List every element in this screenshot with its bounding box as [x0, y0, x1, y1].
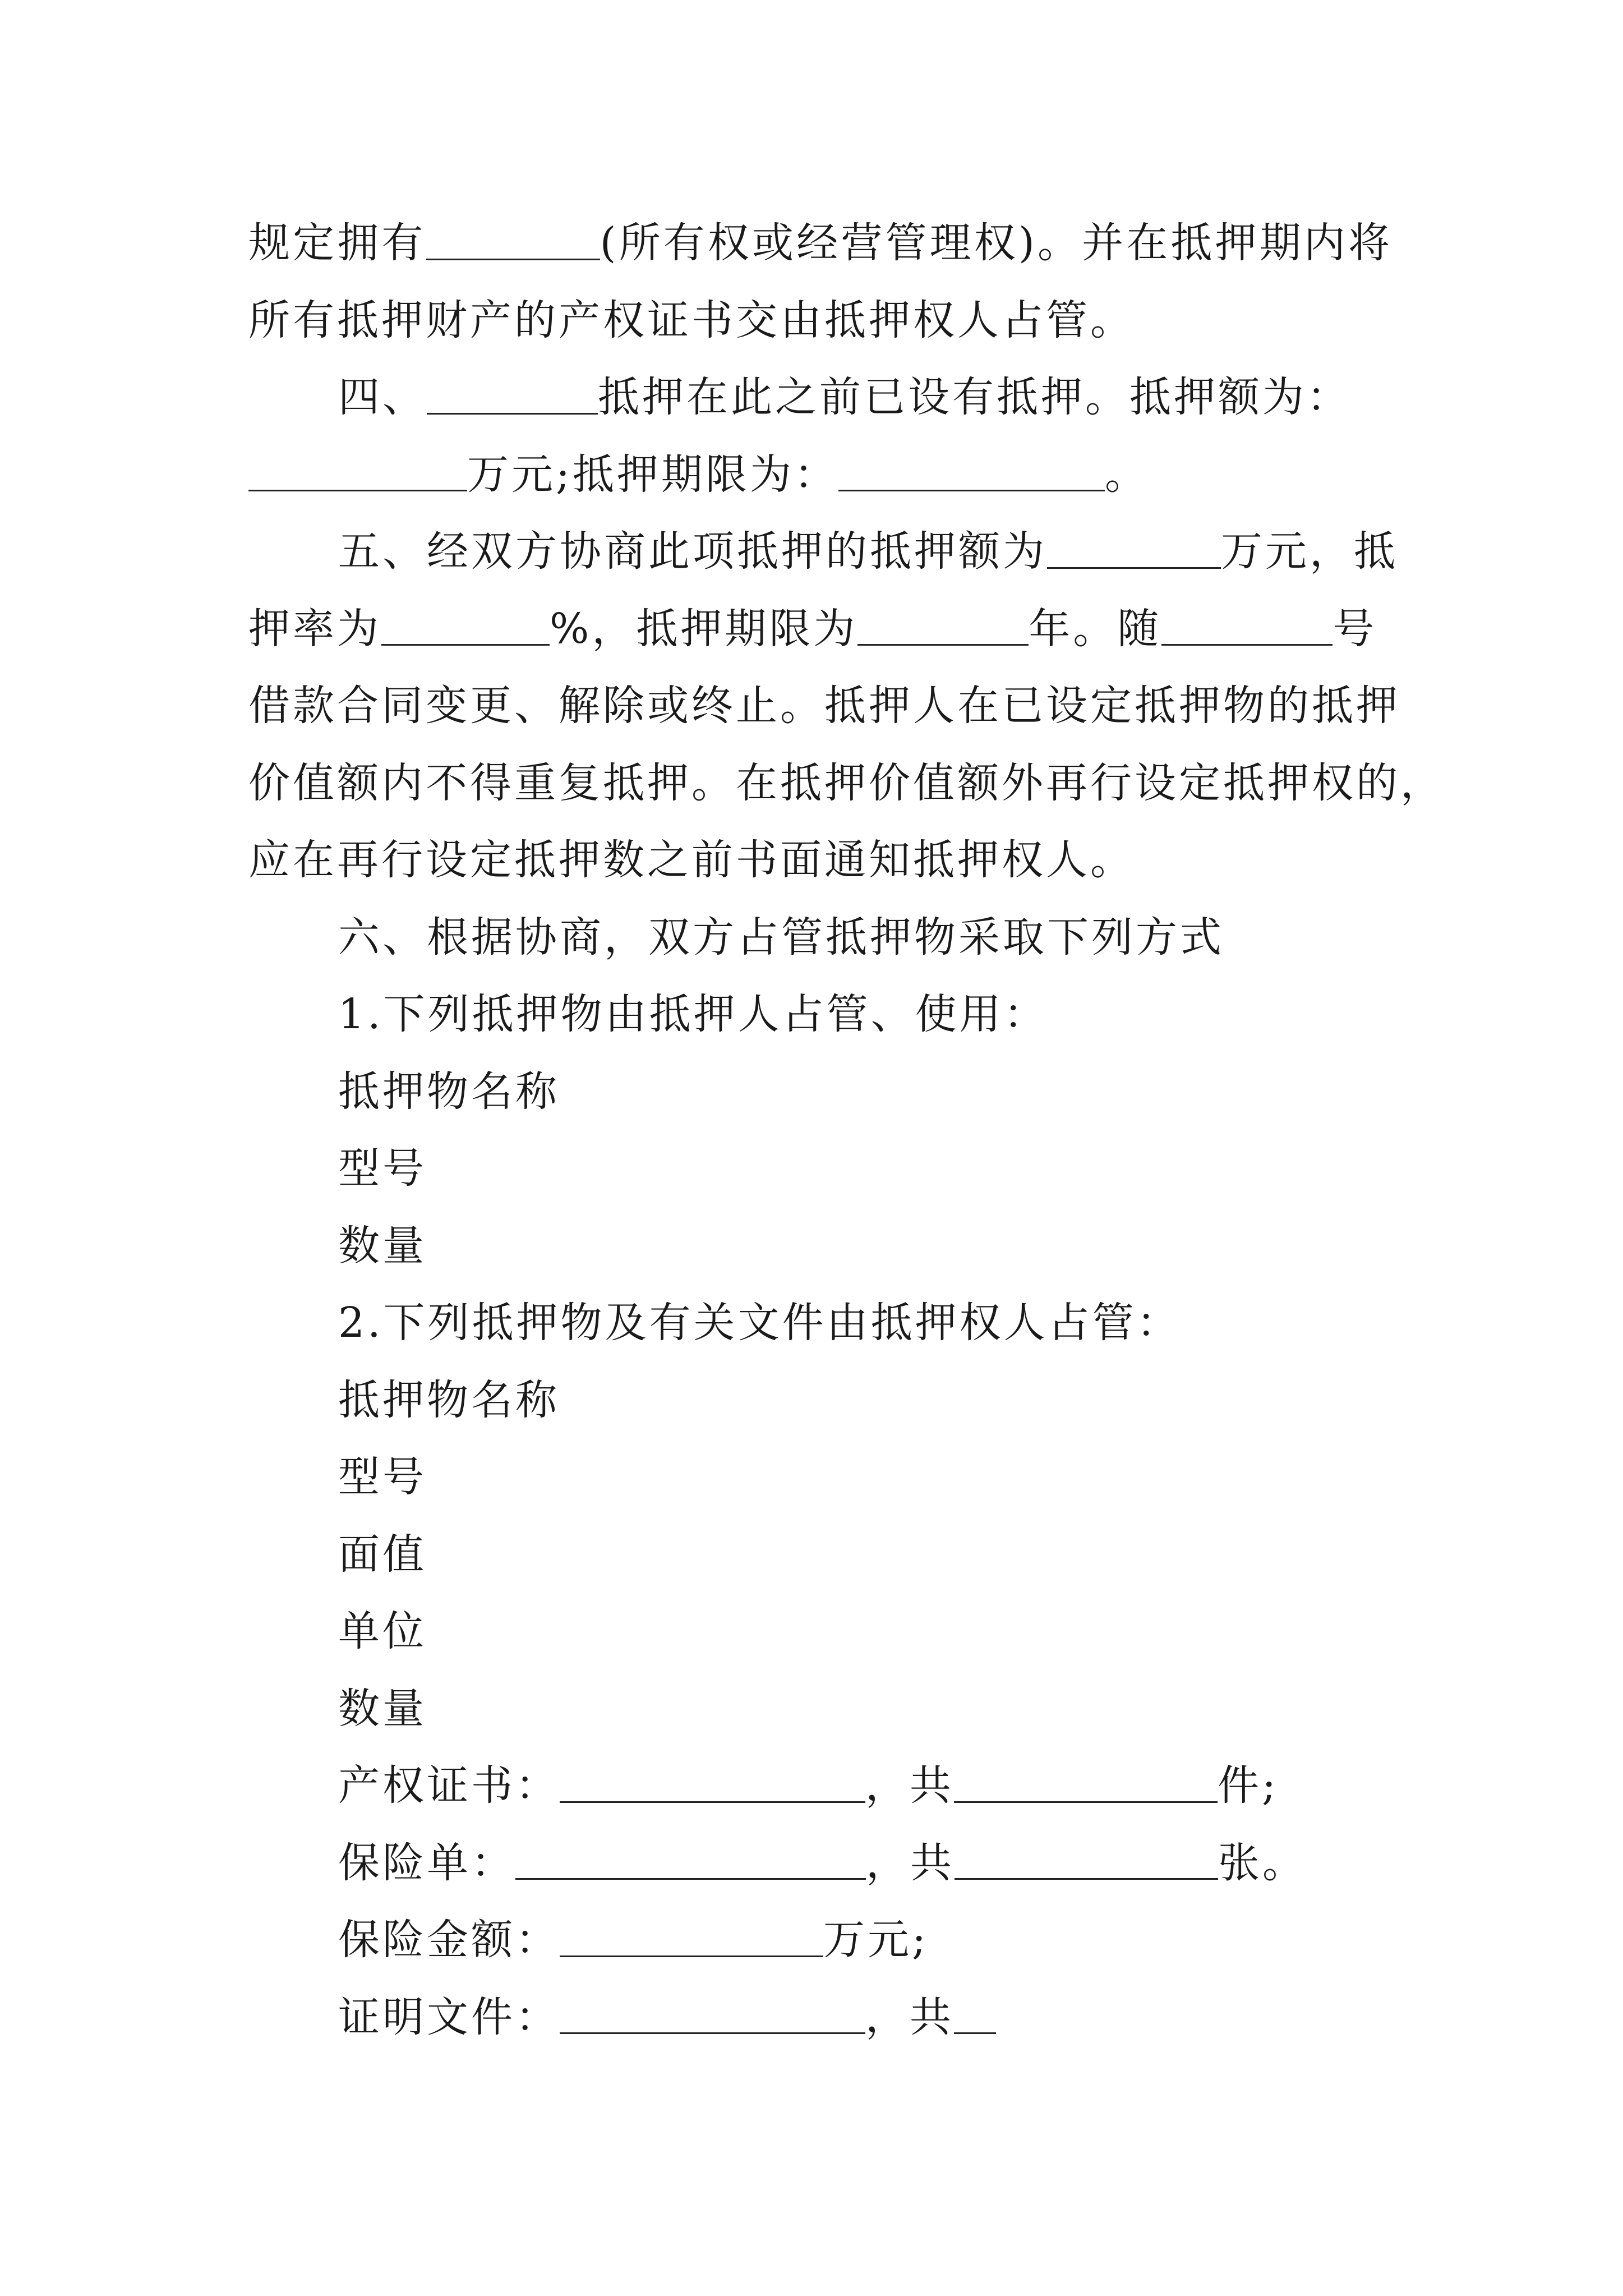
- text-segment: ，共: [865, 1761, 954, 1810]
- paragraph-ownership-line-1: [248, 205, 1393, 282]
- field-label: 保险金额：: [338, 1916, 560, 1964]
- subsection-2-heading: [248, 1285, 1393, 1362]
- text-segment: 规定拥有: [248, 219, 426, 267]
- clause-four-line-1: [248, 359, 1393, 436]
- item-label: 抵押物名称: [338, 1067, 560, 1116]
- subsection-1-item: [248, 1053, 1393, 1131]
- subsection-2-item: [248, 1362, 1393, 1439]
- text-segment: 1.下列抵押物由抵押人占管、使用：: [338, 990, 1048, 1038]
- text-segment: 号: [1332, 604, 1377, 653]
- clause-number: 四、: [338, 373, 427, 421]
- subsection-2-item: [248, 1516, 1393, 1594]
- field-insurance-policy: [248, 1825, 1393, 1902]
- text-segment: 。: [1104, 450, 1149, 499]
- text-segment: 万元，抵: [1221, 527, 1398, 576]
- text-segment: 万元;: [823, 1916, 929, 1964]
- text-segment: ，共: [866, 1838, 955, 1887]
- item-label: 数量: [338, 1684, 427, 1733]
- field-insurance-amount: [248, 1902, 1393, 1979]
- text-segment: 2.下列抵押物及有关文件由抵押权人占管：: [338, 1299, 1181, 1347]
- blank-prior-term: [838, 450, 1105, 491]
- text-segment: ，共: [865, 1993, 954, 2041]
- clause-number: 五、经双方协商此项抵押的抵押额为: [338, 527, 1047, 576]
- text-segment: 张。: [1218, 1838, 1307, 1887]
- blank-mortgage-rate: [381, 605, 550, 646]
- subsection-2-item: [248, 1671, 1393, 1748]
- blank-prior-mortgage: [427, 374, 598, 415]
- contract-body: [248, 205, 1445, 2056]
- field-label: 产权证书：: [338, 1761, 560, 1810]
- text-segment: 年。随: [1029, 604, 1162, 653]
- text-segment: 抵押在此之前已设有抵押。抵押额为：: [598, 373, 1351, 421]
- blank-ownership-type: [426, 219, 600, 260]
- subsection-2-item: [248, 1593, 1393, 1671]
- blank-insurance-count: [955, 1839, 1218, 1880]
- clause-four-line-2: [248, 436, 1393, 514]
- text-segment: 所有抵押财产的产权证书交由抵押权人占管。: [248, 296, 1135, 344]
- blank-loan-contract-number: [1161, 605, 1332, 646]
- text-segment: (所有权或经营管理权)。并在抵押期内将: [600, 219, 1393, 267]
- text-segment: 借款合同变更、解除或终止。抵押人在已设定抵押物的抵押: [248, 682, 1400, 730]
- clause-five-line-3: [248, 668, 1400, 745]
- clause-six-heading: [248, 899, 1393, 977]
- field-supporting-documents: [248, 1979, 1393, 2056]
- blank-insurance-amount: [560, 1916, 823, 1957]
- text-segment: 万元;抵押期限为：: [467, 450, 838, 499]
- blank-mortgage-years: [857, 605, 1029, 646]
- paragraph-ownership-line-2: [248, 282, 1393, 360]
- blank-prior-amount: [248, 450, 467, 491]
- blank-insurance-policy: [515, 1839, 866, 1880]
- blank-mortgage-amount: [1047, 528, 1221, 569]
- subsection-2-item: [248, 1439, 1393, 1516]
- field-label: 证明文件：: [338, 1993, 560, 2041]
- clause-five-line-1: [248, 513, 1398, 591]
- text-segment: %，抵押期限为: [550, 604, 858, 653]
- clause-five-line-2: [248, 591, 1393, 668]
- clause-five-line-5: [248, 822, 1393, 899]
- field-label: 保险单：: [338, 1838, 515, 1887]
- item-label: 型号: [338, 1453, 427, 1501]
- text-segment: 价值额内不得重复抵押。在抵押价值额外再行设定抵押权的，: [248, 758, 1445, 807]
- item-label: 抵押物名称: [338, 1375, 560, 1424]
- text-segment: 押率为: [248, 604, 381, 653]
- text-segment: 应在再行设定抵押数之前书面通知抵押权人。: [248, 836, 1135, 884]
- clause-five-line-4: [248, 745, 1445, 822]
- subsection-1-item: [248, 1208, 1393, 1285]
- item-label: 型号: [338, 1144, 427, 1193]
- text-segment: 件;: [1218, 1761, 1279, 1810]
- subsection-1-item: [248, 1130, 1393, 1208]
- blank-documents-count: [954, 1993, 996, 2034]
- subsection-1-heading: [248, 976, 1393, 1053]
- item-label: 数量: [338, 1221, 427, 1270]
- blank-certificate-count: [954, 1762, 1218, 1803]
- item-label: 单位: [338, 1607, 427, 1655]
- item-label: 面值: [338, 1530, 427, 1579]
- blank-certificate: [560, 1762, 865, 1803]
- blank-supporting-documents: [560, 1993, 865, 2034]
- text-segment: 六、根据协商，双方占管抵押物采取下列方式: [338, 913, 1224, 961]
- field-property-certificate: [248, 1747, 1393, 1825]
